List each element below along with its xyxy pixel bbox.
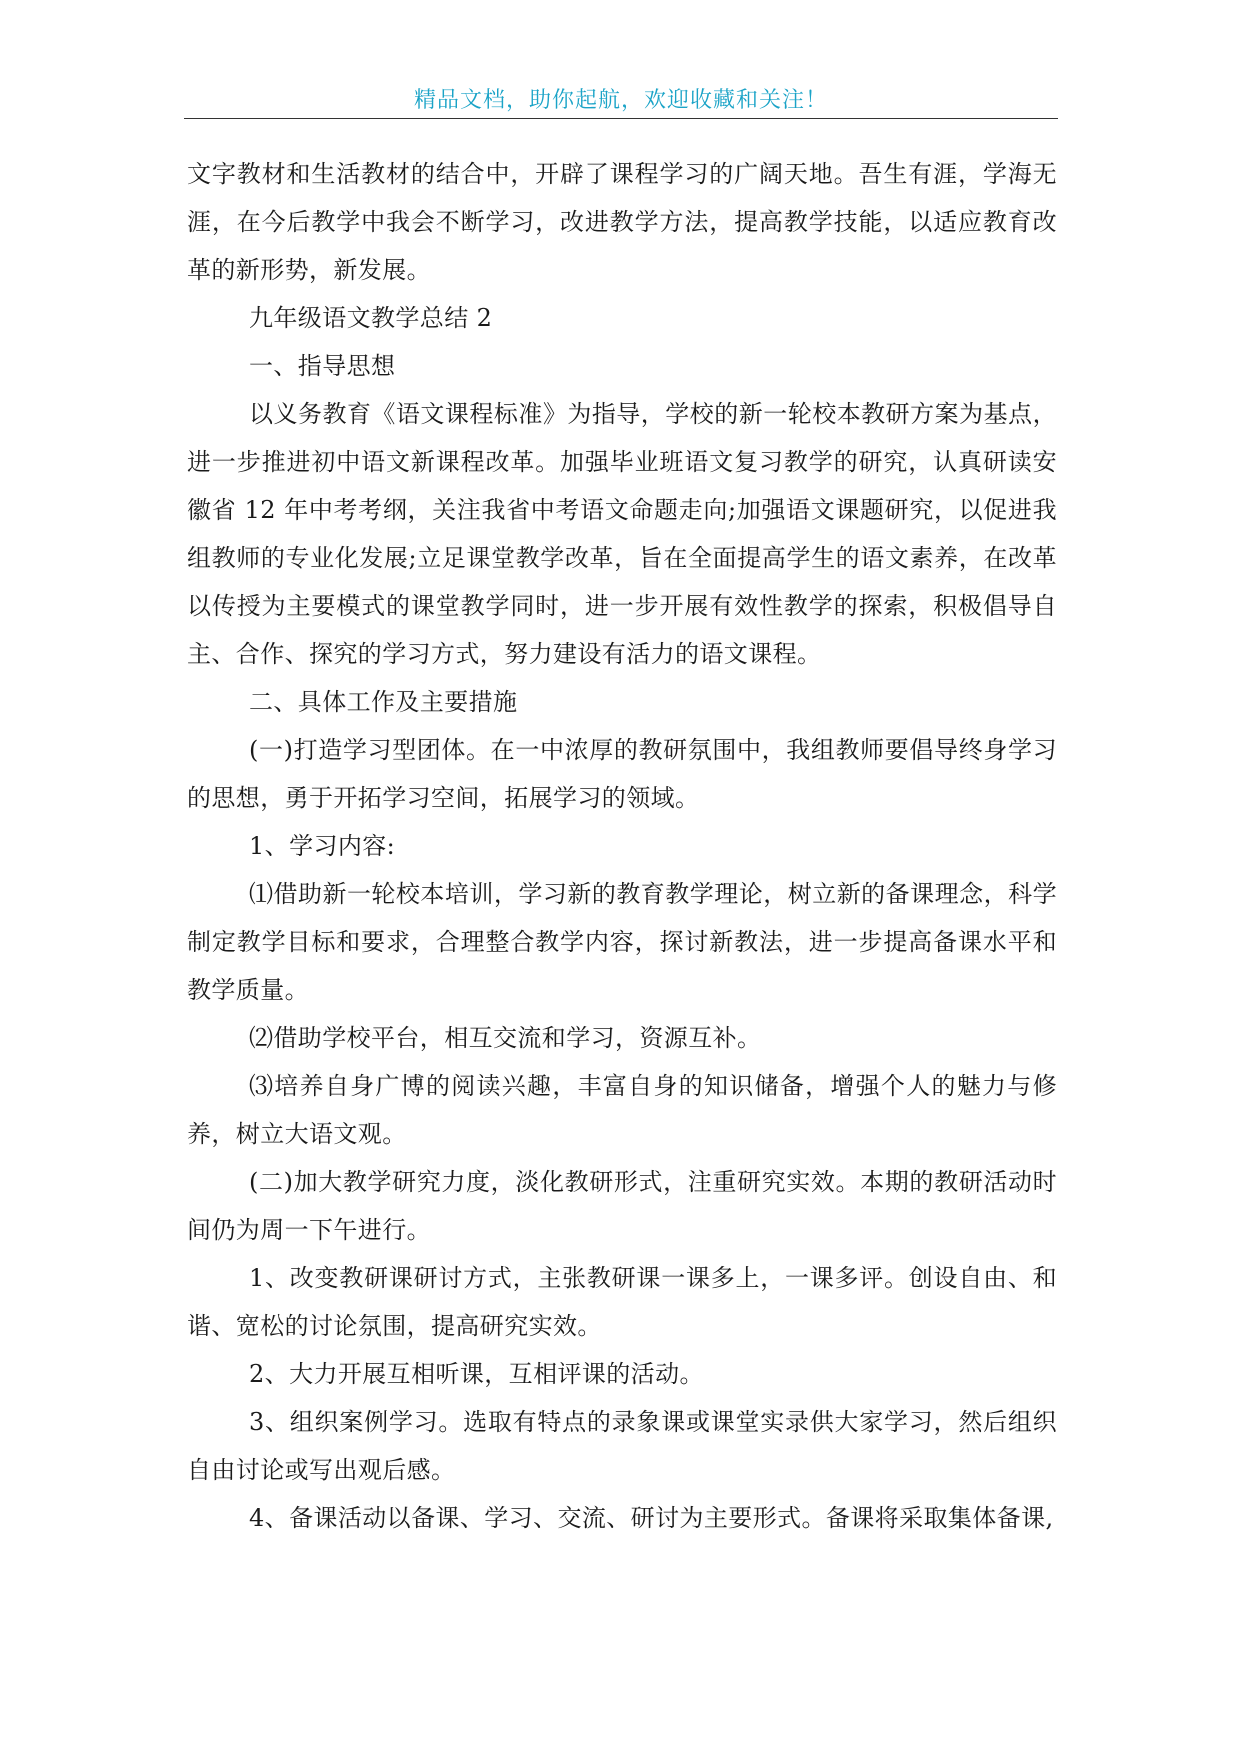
heading-measures: 二、具体工作及主要措施 bbox=[249, 688, 518, 716]
list-item: 2、大力开展互相听课，互相评课的活动。 bbox=[249, 1360, 704, 1388]
list-item: 4、备课活动以备课、学习、交流、研讨为主要形式。备课将采取集体备课, bbox=[249, 1504, 1054, 1532]
paragraph-guiding-thought: 以义务教育《语文课程标准》为指导，学校的新一轮校本教研方案为基点，进一步推进初中语文新课程改革。加强毕业班语文复习教学的研究，认真研读安徽省 12 年中考考纲，关注我省中考语文命题走向;加强语文课题研究，以促进我组教师的专业化发展;立足课堂教学改革，旨在全面提高学生的语文素养，在改革以传授为主要模式的课堂教学同时，进一步开展有效性教学的探索，积极倡导自主、合作、探究的学习方式，努力建设有活力的语文课程。 bbox=[187, 400, 1057, 668]
list-item: 1、改变教研课研讨方式，主张教研课一课多上，一课多评。创设自由、和谐、宽松的讨论氛围，提高研究实效。 bbox=[187, 1264, 1057, 1340]
list-item: ⑴借助新一轮校本培训，学习新的教育教学理论，树立新的备课理念，科学制定教学目标和要求，合理整合教学内容，探讨新教法，进一步提高备课水平和教学质量。 bbox=[187, 880, 1057, 1004]
list-item: ⑵借助学校平台，相互交流和学习，资源互补。 bbox=[249, 1024, 762, 1052]
document-body bbox=[187, 150, 1057, 1542]
section-title: 九年级语文教学总结 2 bbox=[249, 304, 493, 332]
list-item: ⑶培养自身广博的阅读兴趣，丰富自身的知识储备，增强个人的魅力与修养，树立大语文观。 bbox=[187, 1072, 1057, 1148]
paragraph-continuation: 文字教材和生活教材的结合中，开辟了课程学习的广阔天地。吾生有涯，学海无涯，在今后教学中我会不断学习，改进教学方法，提高教学技能，以适应教育改革的新形势，新发展。 bbox=[187, 160, 1057, 284]
list-item: 3、组织案例学习。选取有特点的录象课或课堂实录供大家学习，然后组织自由讨论或写出观后感。 bbox=[187, 1408, 1057, 1484]
paragraph-learning-team: (一)打造学习型团体。在一中浓厚的教研氛围中，我组教师要倡导终身学习的思想，勇于开拓学习空间，拓展学习的领域。 bbox=[187, 736, 1057, 812]
heading-learning-content: 1、学习内容: bbox=[249, 832, 396, 860]
heading-guiding-thought: 一、指导思想 bbox=[249, 352, 396, 380]
header-divider bbox=[184, 118, 1058, 119]
paragraph-research: (二)加大教学研究力度，淡化教研形式，注重研究实效。本期的教研活动时间仍为周一下午进行。 bbox=[187, 1168, 1057, 1244]
page-header: 精品文档，助你起航，欢迎收藏和关注！ bbox=[413, 88, 828, 113]
